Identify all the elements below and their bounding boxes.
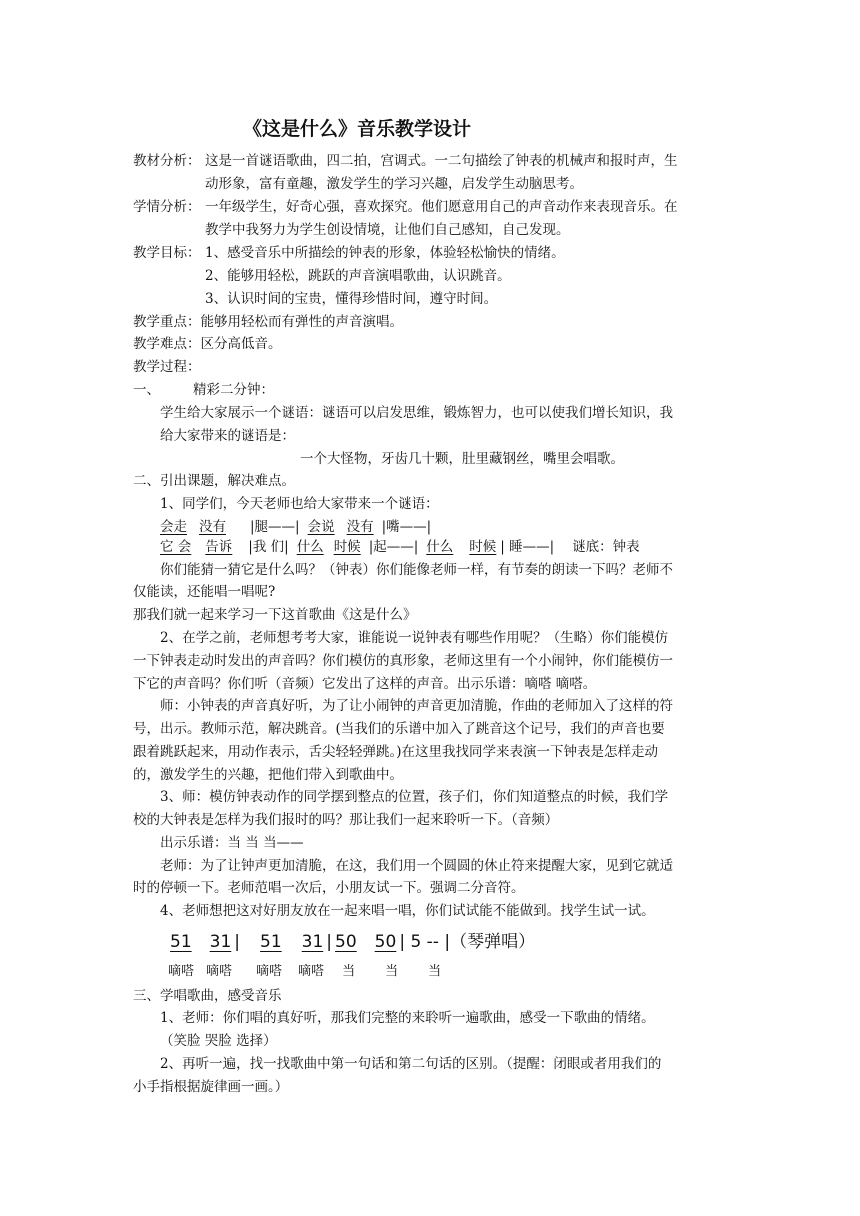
rhythm-word: 什么 <box>426 539 454 555</box>
rhythm-word: 会说 <box>307 519 335 535</box>
score-note: 51 <box>170 932 192 952</box>
rhythm-bar: |起——| <box>368 539 419 555</box>
lyric: 嘀嗒 <box>256 964 283 979</box>
section2-paragraph: 1、同学们，今天老师也给大家带来一个谜语： <box>160 496 439 512</box>
section3-paragraph: 小手指根据旋律画一画。） <box>133 1079 289 1095</box>
rhythm-bar: |嘴——| <box>381 519 432 535</box>
section2-paragraph: 跟着跳跃起来，用动作表示，舌尖轻轻弹跳。)在这里我找同学来表演一下钟表是怎样走动 <box>133 744 659 760</box>
section1-paragraph: 学生给大家展示一个谜语：谜语可以启发思维，锻炼智力，也可以使我们增长知识，我 <box>160 405 673 421</box>
rhythm-word: 没有 <box>199 519 226 535</box>
rhythm-bar: | 睡——| <box>500 539 555 555</box>
section2-paragraph: 2、在学之前，老师想考考大家，谁能说一说钟表有哪些作用呢？（生略）你们能模仿 <box>160 630 669 646</box>
section2-paragraph: 老师：为了让钟声更加清脆，在这，我们用一个圆圆的休止符来提醒大家，见到它就适 <box>160 858 673 874</box>
rhythm-bar: |我 们| <box>248 539 289 555</box>
analysis-label: 教材分析： <box>133 153 201 169</box>
analysis-line: 这是一首谜语歌曲，四二拍，宫调式。一二句描绘了钟表的机械声和报时声，生 <box>205 153 678 169</box>
lyric: 嘀嗒 <box>298 964 325 979</box>
section1-number: 一、 <box>133 382 160 398</box>
goal-item: 1、感受音乐中所描绘的钟表的形象，体验轻松愉快的情绪。 <box>205 245 565 261</box>
rhythm-word: 时候 <box>333 539 361 555</box>
rhythm-word: 时候 <box>469 539 497 555</box>
section2-paragraph: 号，出示。教师示范，解决跳音。(当我们的乐谱中加入了跳音这个记号，我们的声音也要 <box>133 721 665 737</box>
section1-paragraph: 给大家带来的谜语是： <box>160 428 295 444</box>
goal-item: 2、能够用轻松，跳跃的声音演唱歌曲，认识跳音。 <box>205 268 511 284</box>
section2-paragraph: 校的大钟表是怎样为我们报时的吗？那让我们一起来聆听一下。（音频） <box>133 812 559 828</box>
section1-title: 精彩二分钟： <box>193 382 274 398</box>
rhythm-word: 没有 <box>346 519 374 535</box>
riddle-rhythm-line <box>160 517 431 537</box>
section2-paragraph: 出示乐谱：当 当 当—— <box>160 835 304 851</box>
rhythm-bar: |腿——| <box>250 519 300 535</box>
students-line: 一年级学生，好奇心强，喜欢探究。他们愿意用自己的声音动作来表现音乐。在 <box>205 199 678 215</box>
rhythm-word: 什么 <box>296 539 324 555</box>
riddle-answer: 谜底：钟表 <box>572 539 640 555</box>
section3-paragraph: 2、再听一遍，找一找歌曲中第一句话和第二句话的区别。（提醒：闭眼或者用我们的 <box>160 1056 662 1072</box>
section2-paragraph: 仅能读，还能唱一唱呢? <box>133 584 276 600</box>
score-lyrics <box>168 962 441 982</box>
section2-paragraph: 一下钟表走动时发出的声音吗？你们模仿的真形象，老师这里有一个小闹钟，你们能模仿一 <box>133 653 673 669</box>
page-title: 《这是什么》音乐教学设计 <box>243 118 472 140</box>
section2-paragraph: 的，激发学生的兴趣，把他们带入到歌曲中。 <box>133 767 403 783</box>
score-note-text: （琴弹唱） <box>450 932 536 952</box>
section2-paragraph: 4、老师想把这对好朋友放在一起来唱一唱，你们试试能不能做到。找学生试一试。 <box>160 903 655 919</box>
section2-paragraph: 师：小钟表的声音真好听，为了让小闹钟的声音更加清脆，作曲的老师加入了这样的符 <box>160 698 673 714</box>
score-note: 50 <box>335 932 357 952</box>
students-line: 教学中我努力为学生创设情境，让他们自己感知，自己发现。 <box>205 222 570 238</box>
lyric: 当 <box>428 964 442 979</box>
section3-paragraph: 1、老师：你们唱的真好听，那我们完整的来聆听一遍歌曲，感受一下歌曲的情绪。 <box>160 1010 655 1026</box>
section2-paragraph: 那我们就一起来学习一下这首歌曲《这是什么》 <box>133 607 417 623</box>
process-label: 教学过程： <box>133 359 201 375</box>
section2-paragraph: 你们能猜一猜它是什么吗？（钟表）你们能像老师一样，有节奏的朗读一下吗？老师不 <box>160 562 673 578</box>
section3-options: （笑脸 哭脸 选择） <box>160 1033 277 1049</box>
goals-label: 教学目标： <box>133 245 201 261</box>
rhythm-word: 它 会 <box>160 539 192 555</box>
rhythm-word: 会走 <box>160 519 187 535</box>
students-label: 学情分析： <box>133 199 201 215</box>
section2-paragraph: 时的停顿一下。老师范唱一次后，小朋友试一下。强调二分音符。 <box>133 880 525 896</box>
riddle-text: 一个大怪物，牙齿几十颗，肚里藏钢丝，嘴里会唱歌。 <box>300 451 624 467</box>
difficulty: 教学难点：区分高低音。 <box>133 336 282 352</box>
score-note: 50 <box>374 932 397 952</box>
goal-item: 3、认识时间的宝贵，懂得珍惜时间，遵守时间。 <box>205 291 498 307</box>
music-score-line <box>170 930 535 954</box>
score-note: 31 <box>209 932 232 952</box>
score-note: 31 <box>301 932 324 952</box>
section2-paragraph: 3、师：模仿钟表动作的同学摆到整点的位置，孩子们，你们知道整点的时候，我们学 <box>160 789 669 805</box>
lyric: 当 <box>385 964 399 979</box>
lyric: 当 <box>342 964 356 979</box>
lyric: 嘀嗒 <box>168 964 195 979</box>
section2-title: 二、引出课题，解决难点。 <box>133 473 295 489</box>
analysis-line: 动形象，富有童趣，激发学生的学习兴趣，启发学生动脑思考。 <box>205 176 583 192</box>
score-barline: | <box>234 932 241 952</box>
lyric: 嘀嗒 <box>206 964 233 979</box>
score-note: 51 <box>260 932 282 952</box>
rhythm-word: 告诉 <box>205 539 233 555</box>
key-point: 教学重点：能够用轻松而有弹性的声音演唱。 <box>133 314 403 330</box>
section2-paragraph: 下它的声音吗？你们听（音频）它发出了这样的声音。出示乐谱：嘀嗒 嘀嗒。 <box>133 676 597 692</box>
section3-title: 三、学唱歌曲，感受音乐 <box>133 988 282 1004</box>
score-tail: | 5 -- | <box>399 932 451 952</box>
riddle-rhythm-line <box>160 537 640 557</box>
score-barline: | <box>326 932 333 952</box>
